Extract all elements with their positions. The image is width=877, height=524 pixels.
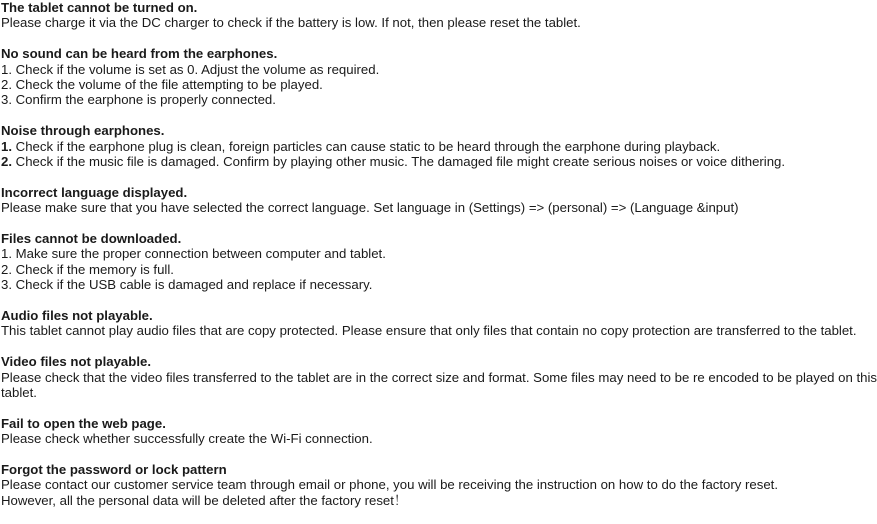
item-text: Check if the earphone plug is clean, foreign particles can cause static to be heard through the earphone during playback. xyxy=(12,138,721,154)
section-text: Please contact our customer service team through email or phone, you will be receiving the instruction on how to do the factory reset. xyxy=(1,477,778,493)
section-title: No sound can be heard from the earphones. xyxy=(1,46,278,62)
section-title: Fail to open the web page. xyxy=(1,415,166,431)
item-number: 2. xyxy=(1,154,12,170)
section-noise xyxy=(1,123,877,169)
section-text: 1. Check if the volume is set as 0. Adjust the volume as required. xyxy=(1,61,380,77)
section-title: Video files not playable. xyxy=(1,354,151,370)
section-downloads xyxy=(1,231,877,293)
section-title: Audio files not playable. xyxy=(1,308,153,324)
section-audio xyxy=(1,308,877,339)
numbered-item xyxy=(1,139,877,154)
section-password xyxy=(1,462,877,508)
section-no-sound xyxy=(1,46,877,108)
section-text: 3. Confirm the earphone is properly connected. xyxy=(1,92,276,108)
section-web-page xyxy=(1,416,877,447)
section-text: However, all the personal data will be deleted after the factory reset！ xyxy=(1,492,408,508)
section-text: Please charge it via the DC charger to check if the battery is low. If not, then please reset the tablet. xyxy=(1,15,581,31)
section-video xyxy=(1,354,877,400)
section-text: Please make sure that you have selected the correct language. Set language in (Settings) => (personal) => (Language &input) xyxy=(1,200,739,216)
section-tablet-power xyxy=(1,0,877,31)
section-text: 2. Check if the memory is full. xyxy=(1,261,174,277)
section-text: 3. Check if the USB cable is damaged and replace if necessary. xyxy=(1,277,373,293)
section-title: The tablet cannot be turned on. xyxy=(1,0,198,15)
section-text: Please check whether successfully create the Wi-Fi connection. xyxy=(1,431,373,447)
section-title: Incorrect language displayed. xyxy=(1,184,188,200)
item-text: Check if the music file is damaged. Confirm by playing other music. The damaged file might create serious noises or voice dithering. xyxy=(12,154,786,170)
section-text: Please check that the video files transferred to the tablet are in the correct size and format. Some files may need to be re encoded to be played on this tablet. xyxy=(1,369,877,401)
section-title: Forgot the password or lock pattern xyxy=(1,462,227,478)
section-text: 1. Make sure the proper connection between computer and tablet. xyxy=(1,246,386,262)
section-title: Files cannot be downloaded. xyxy=(1,231,182,247)
section-language xyxy=(1,185,877,216)
section-title: Noise through earphones. xyxy=(1,123,165,139)
item-number: 1. xyxy=(1,138,12,154)
section-text: 2. Check the volume of the file attempting to be played. xyxy=(1,77,323,93)
numbered-item xyxy=(1,154,877,169)
section-text: This tablet cannot play audio files that are copy protected. Please ensure that only files that contain no copy protection are transferred to the tablet. xyxy=(1,323,857,339)
